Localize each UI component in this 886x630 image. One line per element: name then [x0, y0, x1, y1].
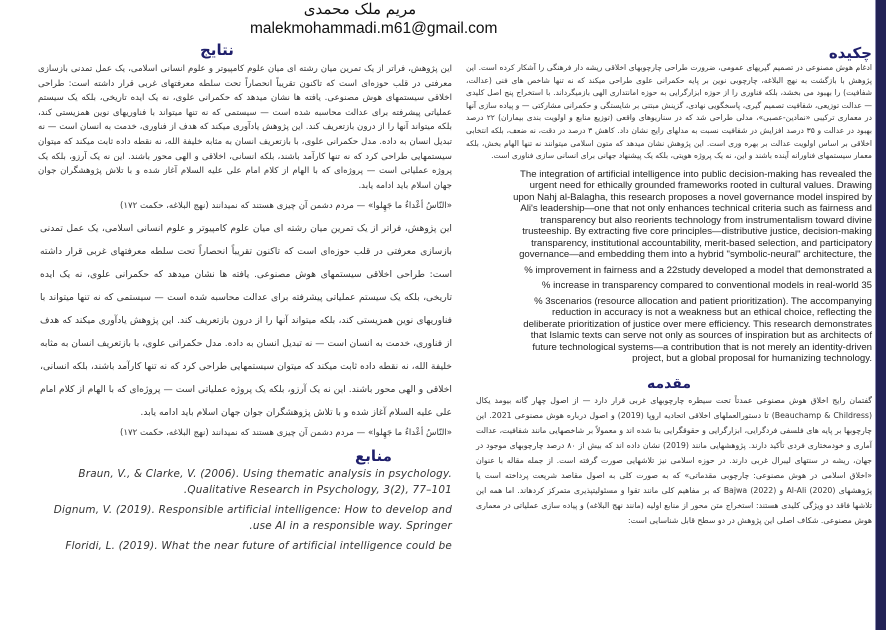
left-column	[30, 40, 452, 558]
results-quote: «النّاسُ أعْداءُ ما جَهِلوا» — مردم دشمن آن چیزی هستند که نمیدانند (نهج البلاغه، حکمت ۱۷۲)	[120, 201, 452, 212]
references-list	[30, 466, 452, 558]
reference-item	[30, 538, 452, 554]
abstract-line: % 3scenarios (resource allocation and patient prioritization). The accompanying	[534, 295, 872, 307]
abstract-english	[466, 169, 872, 365]
abstract-persian: ادغام هوش مصنوعی در تصمیم گیریهای عمومی، ضرورت طراحی چارچوبهای اخلاقی ریشه دار فرهنگی را آشکار کرده است. این پژوهش با بازگشت به نهج البلاغه، چارچوبی نوین بر پایه حکمرانی علوی طراحی میکند که نه تنها شاخص های فنی (عدالت، شفافیت) را بهبود می بخشد، بلکه فناوری را از حوزه ابزارگرایی به حوزه امانتداری الهی بازمیگرداند. با استخراج پنج اصل کلیدی — عدالت توزیعی، شفافیت تصمیم گیری، پاسخگویی نهادی، گزینش مبتنی بر شایستگی و حکمرانی مشارکتی — و پیاده سازی آنها در معماری ترکیبی «نمادین-عصبی»، مدلی طراحی شد که در سناریوهای واقعی (توزیع منابع و اولویت بندی بیماران) ۲۲ درصد بهبود در عدالت و ۳۵ درصد افزایش در شفافیت نسبت به مدلهای رایج نشان داد. کاهش ۳ درصد در دقت، نه ضعف، بلکه انتخابی اخلاقی بر اساس اولویت عدالت بر بهره وری است. این پژوهش نشان میدهد که متون اسلامی میتوانند نه تنها الهام بخش، بلکه معمار سیستمهای فناورانه آینده باشند و این، نه یک پروژه هویتی، بلکه یک پیشنهاد جهانی برای انسانی سازی فناوری است.	[466, 63, 872, 161]
abstract-line: upon Nahj al-Balagha, this research proposes a novel governance model inspired by	[513, 191, 872, 203]
abstract-line: project, but a global proposal for humanizing technology.	[632, 353, 872, 365]
abstract-line: deliberate prioritization of justice over mere efficiency. This research demonstrates	[523, 318, 872, 330]
introduction-paragraph: گفتمان رایج اخلاق هوش مصنوعی عمدتاً تحت سیطره چارچوبهای غربی قرار دارد — از اصول چهار گانه بیومد یکال (Beauchamp & Childress) تا دستورالعملهای اخلاقی اتحادیه اروپا (2019) و اصول درباره هوش مصنوعی 2021. این چارچوبها بر پایه های فلسفی فردگرایی، ابزارگرایی و حقوقگرایی بنا شده اند و معمولاً بر شاخصهایی مانند شفافیت، عدالت آماری و خودمختاری فردی تأکید دارند. پژوهشهایی مانند (2019) نشان داده اند که بیش از ۸۰ درصد چارچوبهای موجود در جهان، ریشه در سنتهای لیبرال غربی دارند. در حوزه اسلامی نیز تلاشهایی صورت گرفته است. از جمله مقاله با عنوان «اخلاق اسلامی در هوش مصنوعی: چارچوبی مقدماتی» که به صورت کلی به اصول مقاصد شریعت پرداخته است یا پژوهشهای Al-Ali (2020) و Bajwa (2022) که بر مفاهیم کلی مانند تقوا و مسئولیتپذیری متمرکز کردهاند. اما همه این تلاشها فاقد دو ویژگی کلیدی هستند: استخراج متن محور از منابع اولیه (مانند نهج البلاغه) و پیاده سازی عملیاتی در معماری هوش مصنوعی. شکاف اصلی این پژوهش در دو سطح قابل شناسایی است:	[476, 395, 873, 525]
page-edge-line	[875, 0, 876, 630]
results-paragraph-2: این پژوهش، فراتر از یک تمرین میان رشته ای میان علوم کامپیوتر و علوم انسانی اسلامی، یک عمل تمدنی بازسازی معرفتی در قلب حوزه‌ای است که تاکنون تقریباً انحصاراً تحت سلطه معرفتهای غربی قرار داشته است: طراحی اخلاقی سیستمهای هوش مصنوعی. یافته ها نشان میدهد که حکمرانی علوی، نه یک ایده تاریخی، بلکه یک سیستم عملیاتی پیشرفته برای عدالت محاسبه شده است — سیستمی که نه تنها میتواند با فناوریهای نوین همزیستی کند، بلکه میتواند آنها را از درون بازتعریف کند. این پژوهش یادآوری میکند که هدف از فناوری، خدمت به انسان است — نه تبدیل انسان به داده. مدل حکمرانی علوی، با بازتعریف انسان به مثابه خلیفة الله، نه نقطه داده ثابت میکند که میتوان سیستمهایی طراحی کرد که نه تنها کارآمد باشند، بلکه انسانی، اخلاقی و الهی محور باشند. این نه یک آرزو، بلکه یک پروژه عملیاتی است — پروژه‌ای که با الهام از کلام امام علی علیه السلام آغاز شده و با تلاش پژوهشگران جوان جهان اسلام باید ادامه یابد.	[40, 223, 452, 419]
results-heading: نتایج	[200, 41, 234, 59]
abstract-line: urgent need for ethically grounded frameworks rooted in cultural values. Drawing	[529, 180, 872, 192]
results-quote-2: «النّاسُ أعْداءُ ما جَهِلوا» — مردم دشمن آن چیزی هستند که نمیدانند (نهج البلاغه، حکمت ۱۷۲)	[120, 428, 452, 439]
abstract-line: % improvement in fairness and a 22study developed a model that demonstrated a	[524, 264, 872, 276]
abstract-line: trusteeship. By extracting five core principles—distributive justice, decision-making	[522, 226, 872, 238]
reference-line: Braun, V., & Clarke, V. (2006). Using thematic analysis in psychology.	[78, 468, 452, 481]
abstract-line: governance—and embedding them into a hybrid "symbolic-neural" architecture, the	[519, 249, 872, 261]
abstract-line: The integration of artificial intelligence into public decision-making has revealed the	[520, 168, 872, 180]
author-email: malekmohammadi.m61@gmail.com	[250, 20, 498, 37]
abstract-line: Ali's leadership—one that not only enhances technical criteria such as fairness and	[520, 203, 872, 215]
abstract-heading: چکیده	[828, 44, 872, 62]
abstract-line: that Islamic texts can serve not only as sources of inspiration but as architects of	[530, 330, 872, 342]
abstract-line: future technological systems—a contribution that is not merely an identity-driven	[532, 341, 872, 353]
reference-item	[30, 466, 452, 498]
introduction-heading: مقدمه	[647, 375, 691, 392]
reference-line: .use AI in a responsible way. Springer	[249, 520, 452, 533]
abstract-line: transparency, institutional accountability, merit-based selection, and participatory	[531, 237, 872, 249]
page-edge-bar	[876, 0, 886, 630]
results-paragraph: این پژوهش، فراتر از یک تمرین میان رشته ای میان علوم کامپیوتر و علوم انسانی اسلامی، یک عمل تمدنی بازسازی معرفتی در قلب حوزه‌ای است که تاکنون تقریباً انحصاراً تحت سلطه معرفتهای غربی قرار داشته است: طراحی اخلاقی سیستمهای هوش مصنوعی. یافته ها نشان میدهد که حکمرانی علوی، نه یک ایده تاریخی، بلکه یک سیستم عملیاتی پیشرفته برای عدالت محاسبه شده است — سیستمی که نه تنها میتواند با فناوریهای نوین همزیستی کند، بلکه میتواند آنها را از درون بازتعریف کند. این پژوهش یادآوری میکند که هدف از فناوری، خدمت به انسان است — نه تبدیل انسان به داده. مدل حکمرانی علوی، با بازتعریف انسان به مثابه خلیفة الله، نه نقطه داده ثابت میکند که میتوان سیستمهایی طراحی کرد که نه تنها کارآمد باشند، بلکه انسانی، اخلاقی و الهی محور باشند. این نه یک آرزو، بلکه یک پروژه عملیاتی است — پروژه‌ای که با الهام از کلام امام علی علیه السلام آغاز شده و با تلاش پژوهشگران جوان جهان اسلام باید ادامه یابد.	[38, 64, 452, 191]
abstract-line: % increase in transparency compared to conventional models in real-world 35	[541, 280, 872, 292]
abstract-line: transparency but also reorients technology from instrumentalism toward divine	[540, 214, 872, 226]
reference-item	[30, 502, 452, 534]
references-heading: منابع	[355, 447, 392, 466]
reference-line: Floridi, L. (2019). What the near future of artificial intelligence could be	[65, 540, 452, 553]
abstract-line: reduction in accuracy is not a weakness but an ethical choice, reflecting the	[552, 307, 872, 319]
right-column	[466, 44, 872, 528]
reference-line: .Qualitative Research in Psychology, 3(2), 77–101	[183, 484, 452, 497]
reference-line: Dignum, V. (2019). Responsible artificial intelligence: How to develop and	[53, 504, 452, 517]
author-name: مریم ملک محمدی	[303, 0, 417, 18]
